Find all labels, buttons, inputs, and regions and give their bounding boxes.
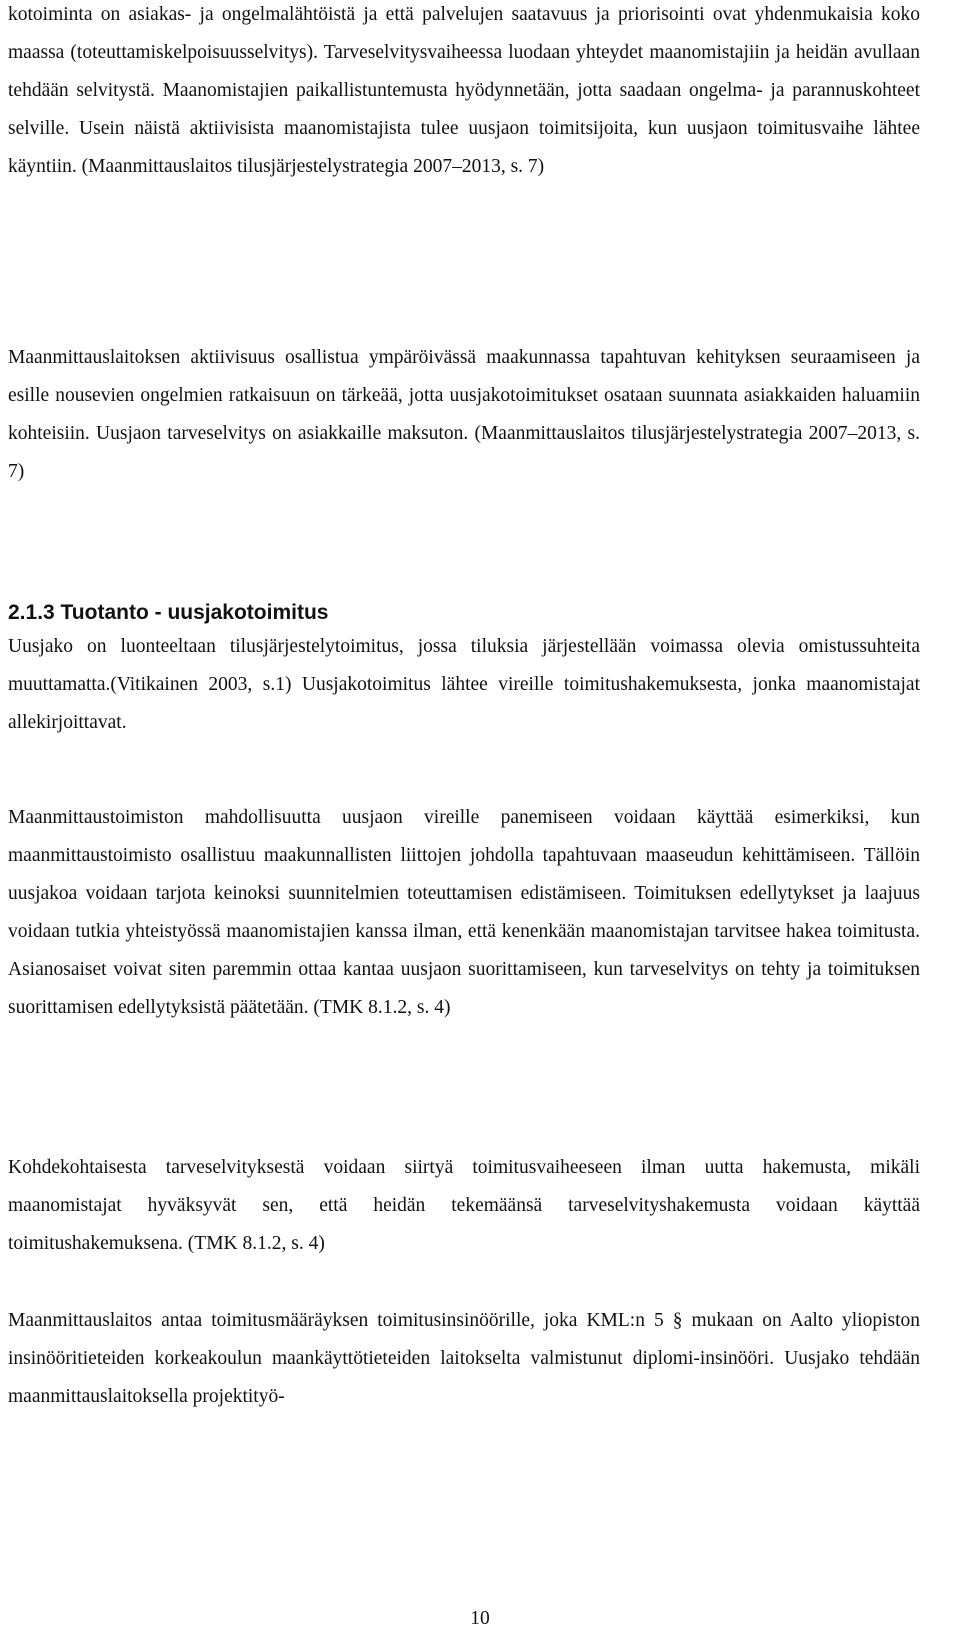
section-heading: 2.1.3 Tuotanto - uusjakotoimitus (8, 601, 329, 624)
page-number: 10 (470, 1608, 490, 1629)
paragraph-needs-survey-intro: kotoiminta on asiakas- ja ongelmalähtöistä ja että palvelujen saatavuus ja priorisointi ovat yhdenmukaisia koko maassa (toteuttamiskelpoisuusselvitys). Tarveselvitysvaiheessa luodaan yhteydet maanomistajiin ja heidän avullaan tehdään selvitystä. Maanomistajien paikallistuntemusta hyödynnetään, jotta saadaan ongelma- ja parannuskohteet selville. Usein näistä aktiivisista maanomistajista tulee uusjaon toimitsijoita, kun uusjaon toimitusvaihe lähtee käyntiin. (Maanmittauslaitos tilusjärjestelystrategia 2007–2013, s. 7) (8, 4, 920, 177)
paragraph-survey-order: Maanmittauslaitos antaa toimitusmääräyksen toimitusinsinöörille, joka KML:n 5 § mukaan on Aalto yliopiston insinööritieteiden korkeakoulun maankäyttötieteiden laitokselta valmistunut diplomi-insinööri. Uusjako tehdään maanmittauslaitoksella projektityö- (8, 1310, 920, 1407)
paragraph-survey-office-initiative: Maanmittaustoimiston mahdollisuutta uusjaon vireille panemiseen voidaan käyttää esimerkiksi, kun maanmittaustoimisto osallistuu maakunnallisten liittojen johdolla tapahtuvaan maaseudun kehittämiseen. Tällöin uusjakoa voidaan tarjota keinoksi suunnitelmien toteuttamisen edistämiseen. Toimituksen edellytykset ja laajuus voidaan tutkia yhteistyössä maanomistajien kanssa ilman, että kenenkään maanomistajan tarvitsee hakea toimitusta. Asianosaiset voivat siten paremmin ottaa kantaa uusjaon suorittamiseen, kun tarveselvitys on tehty ja toimituksen suorittamisen edellytyksistä päätetään. (TMK 8.1.2, s. 4) (8, 807, 920, 1018)
paragraph-object-specific-survey: Kohdekohtaisesta tarveselvityksestä voidaan siirtyä toimitusvaiheeseen ilman uutta hakemusta, mikäli maanomistajat hyväksyvät sen, että heidän tekemäänsä tarveselvityshakemusta voidaan käyttää toimitushakemuksena. (TMK 8.1.2, s. 4) (8, 1157, 920, 1254)
paragraph-activity-and-free-survey: Maanmittauslaitoksen aktiivisuus osallistua ympäröivässä maakunnassa tapahtuvan kehityksen seuraamiseen ja esille nousevien ongelmien ratkaisuun on tärkeää, jotta uusjakotoimitukset osataan suunnata asiakkaiden haluamiin kohteisiin. Uusjaon tarveselvitys on asiakkaille maksuton. (Maanmittauslaitos tilusjärjestelystrategia 2007–2013, s. 7) (8, 347, 920, 482)
paragraph-land-consolidation-definition: Uusjako on luonteeltaan tilusjärjestelytoimitus, jossa tiluksia järjestellään voimassa olevia omistussuhteita muuttamatta.(Vitikainen 2003, s.1) Uusjakotoimitus lähtee vireille toimitushakemuksesta, jonka maanomistajat allekirjoittavat. (8, 636, 920, 733)
